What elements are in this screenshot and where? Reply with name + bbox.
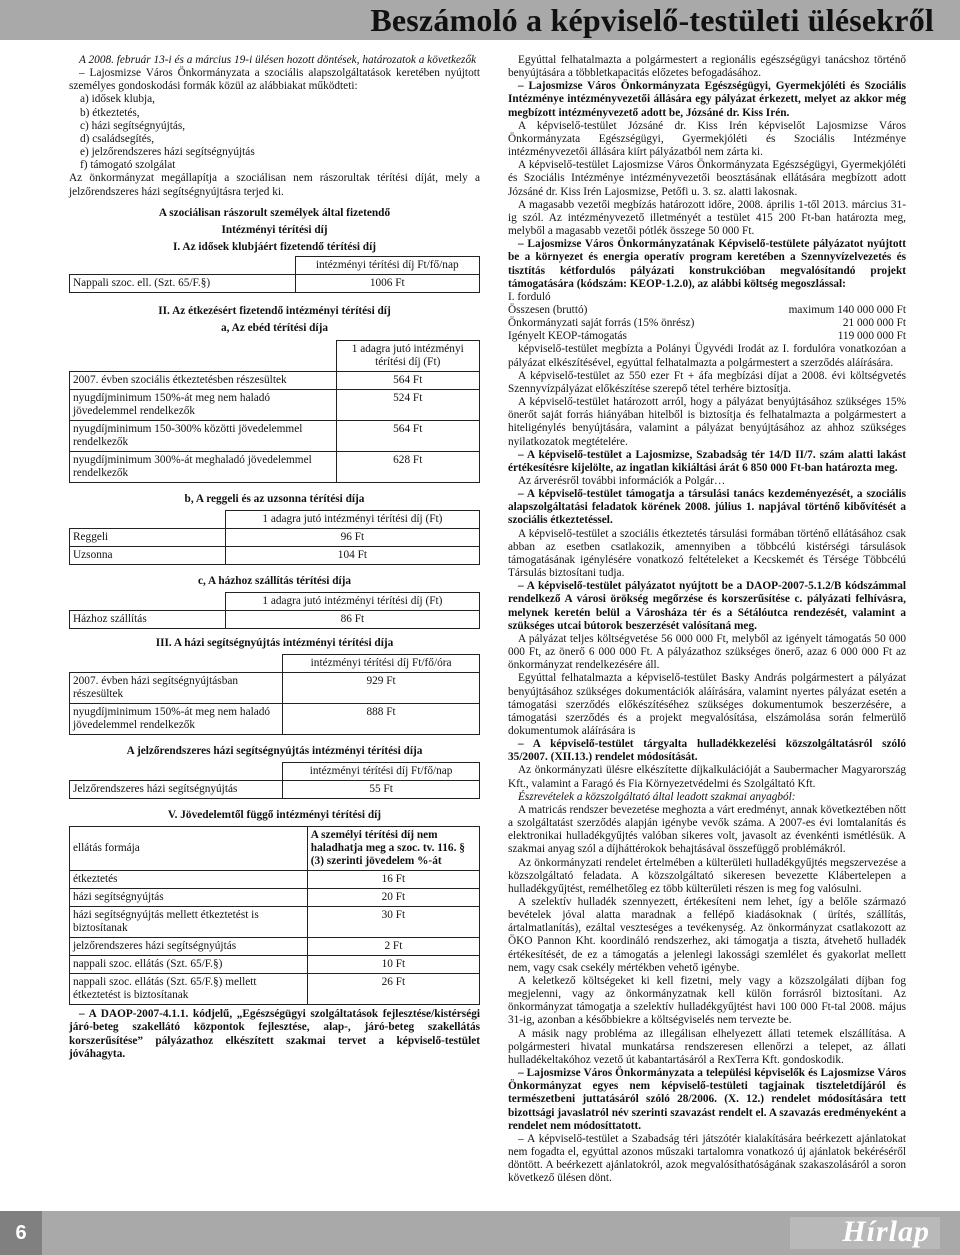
table-cell: 564 Ft — [336, 420, 480, 451]
fee-table-alarm — [69, 762, 480, 799]
table-row — [70, 451, 480, 482]
list-item: f) támogató szolgálat — [80, 159, 176, 172]
table-header: intézményi térítési díj Ft/fő/nap — [283, 763, 480, 781]
money-row — [508, 317, 906, 330]
fee-table-club — [69, 256, 480, 293]
table-cell: 1006 Ft — [295, 275, 480, 293]
table-cell: 20 Ft — [307, 889, 479, 907]
list-item: a) idősek klubja, — [80, 93, 155, 106]
table-row — [70, 827, 480, 871]
table-cell: jelzőrendszeres házi segítségnyújtás — [70, 938, 308, 956]
intro-paragraph: A 2008. február 13-i és a március 19-i ülésen hozott döntések, határozatok a következők — [79, 54, 477, 66]
paragraph: Egyúttal felhatalmazta a polgármestert a regionális egészségügyi tanácshoz történő benyújtására a többletkapacitás előzetes befogadásához. — [508, 54, 906, 80]
left-column — [69, 54, 480, 1061]
table-cell: 30 Ft — [307, 907, 479, 938]
table-cell: étkeztetés — [70, 871, 308, 889]
paragraph: – A képviselő-testület tárgyalta hulladékkezelési közszolgáltatásról szóló 35/2007. (XII.13.) rendelet módosítását. — [508, 738, 906, 764]
table-header: A személyi térítési díj nem haladhatja meg a szoc. tv. 116. § (3) szerinti jövedelem %-át — [307, 827, 479, 871]
table-cell: Reggeli — [70, 528, 226, 546]
table-cell: nyugdíjminimum 150%-át meg nem haladó jövedelemmel rendelkezők — [70, 389, 337, 420]
service-list — [69, 93, 480, 172]
page-number: 6 — [0, 1211, 42, 1255]
paragraph: Az árverésről további információk a Polgár… — [518, 475, 726, 487]
footer-bar — [0, 1211, 960, 1255]
fee-table-delivery — [69, 592, 480, 629]
section-heading: b, A reggeli és az uzsonna térítési díja — [184, 492, 365, 505]
paragraph: – A képviselő-testület a Szabadság téri játszótér kialakítására beérkezett ajánlatokat nem fogadta el, egyúttal azonos műszaki tartalomra vonatkozó új ajánlatok bekéréséről döntött. A beérkezett ajánlatokról, azok megvalósíthatóságának szakaszolásáról a soron következő ülésen dönt. — [508, 1132, 906, 1185]
table-header: intézményi térítési díj Ft/fő/óra — [283, 654, 480, 672]
money-value: 119 000 000 Ft — [837, 330, 906, 343]
section-heading: I. Az idősek klubjáért fizetendő térítési díj — [172, 241, 376, 254]
table-cell: 86 Ft — [225, 610, 479, 628]
paragraph: Az önkormányzati rendelet értelmében a külterületi hulladékgyűjtés megszervezése a közszolgáltató feladata. A közszolgáltató sikeresen bevezette Klábertelepen a hulladékgyűjtést, remélhetőleg ez több külterületi részen is meg fog valósulni. — [508, 856, 906, 895]
paragraph: Egyúttal felhatalmazta a képviselő-testület Basky András polgármestert a pályázat benyújtásához szükséges dokumentációk aláírására, valamint nyertes pályázat esetén a támogatási szerződés előkészítéséhez szükséges dokumentumok beszerzésére, a támogatási szerződés és a projekt megvalósítása, elszámolása során felmerülő dokumentumok aláírására is — [508, 672, 906, 737]
page-title: Beszámoló a képviselő-testületi ülésekről — [370, 2, 934, 38]
paragraph: A másik nagy probléma az illegálisan elhelyezett állati tetemek elszállítása. A polgármesteri hivatal munkatársa rendszeresen ellenőrzi a telepet, az állati hulladékeltakóhoz vezető út kabantartásáról a RexTerra Kft. gondoskodik. — [508, 1027, 906, 1066]
money-label: Igényelt KEOP-támogatás — [508, 330, 627, 343]
paragraph: – A képviselő-testület pályázatot nyújtott be a DAOP-2007-5.1.2/B kódszámmal rendelkező A városi örökség megőrzése és korszerűsítése c. pályázati felhívásra, melynek keretén belül a Városháza tér és a Sétálóutca rendezését, valamint a szükséges utcai bútorok beszerzését valósítaná meg. — [508, 580, 906, 632]
money-row — [508, 330, 906, 343]
table-row — [70, 546, 480, 564]
table-header: 1 adagra jutó intézményi térítési díj (Ft) — [225, 510, 479, 528]
section-heading: a, Az ebéd térítési díja — [221, 322, 328, 335]
table-cell: nyugdíjminimum 150%-át meg nem haladó jövedelemmel rendelkezők — [70, 703, 283, 734]
list-item: c) házi segítségnyújtás, — [80, 119, 186, 132]
section-heading: A szociálisan rászorult személyek által fizetendő — [158, 206, 391, 219]
table-cell: 26 Ft — [307, 974, 479, 1005]
paragraph: képviselő-testület megbízta a Polányi Ügyvédi Irodát az I. fordulóra vonatkozóan a pályázat elkészítésével, egyúttal felhatalmazta a polgármestert a szerződés aláírására. — [508, 343, 906, 369]
paragraph: – Lajosmizse Város Önkormányzata Egészségügyi, Gyermekjóléti és Szociális Intézménye intézményvezetői állására egy pályázat érkezett, melyet az akkor még megbízott intézményvezető adott be, Józsáné dr. Kiss Irén. — [508, 80, 906, 119]
table-cell: Nappali szoc. ell. (Szt. 65/F.§) — [70, 275, 296, 293]
section-heading: Intézményi térítési díj — [221, 223, 328, 236]
paragraph: A pályázat teljes költségvetése 56 000 000 Ft, melyből az igényelt támogatás 50 000 000 Ft, az önerő 6 000 000 Ft. A pályázathoz szükséges önerő, azaz 6 000 000 Ft az önkormányzat rendelkezésére áll. — [508, 632, 906, 672]
table-row — [70, 889, 480, 907]
table-cell: Jelzőrendszeres házi segítségnyújtás — [70, 781, 283, 799]
fee-table-home-help — [69, 654, 480, 735]
table-cell: 2 Ft — [307, 938, 479, 956]
table-cell: 888 Ft — [283, 703, 480, 734]
paragraph: – A képviselő-testület a Lajosmizse, Szabadság tér 14/D II/7. szám alatti lakást értékesítésre kijelölte, az ingatlan kikiáltási árát 6 850 000 Ft-ban határozta meg. — [508, 448, 906, 474]
table-cell: 2007. évben házi segítségnyújtásban részesültek — [70, 672, 283, 703]
money-label: Összesen (bruttó) — [508, 303, 588, 316]
table-cell: Uzsonna — [70, 546, 226, 564]
table-cell: 564 Ft — [336, 371, 480, 389]
section-heading: A jelzőrendszeres házi segítségnyújtás intézményi térítési díja — [126, 744, 423, 757]
table-cell: 104 Ft — [225, 546, 479, 564]
right-column — [508, 54, 906, 1185]
section-heading: III. A házi segítségnyújtás intézményi térítési díja — [155, 636, 394, 649]
table-header: intézményi térítési díj Ft/fő/nap — [295, 257, 480, 275]
table-row — [70, 956, 480, 974]
money-value: maximum 140 000 000 Ft — [788, 303, 906, 316]
table-cell: nyugdíjminimum 300%-át meghaladó jövedelemmel rendelkezők — [70, 451, 337, 482]
list-item: e) jelzőrendszeres házi segítségnyújtás — [80, 146, 255, 159]
paragraph: A magasabb vezetői megbízás határozott időre, 2008. április 1-től 2013. március 31-ig szól. Az intézményvezető illetményét a testület 415 200 Ft-ban határozta meg, melyből a magasabb vezetői pótlék összege 50 000 Ft. — [508, 198, 906, 238]
list-item: d) családsegítés, — [80, 132, 155, 145]
paragraph: – Lajosmizse Város Önkormányzata a szociális alapszolgáltatások keretében nyújtott személyes gondoskodási formák közül az alábbiakat működteti: — [69, 67, 480, 93]
table-row — [70, 420, 480, 451]
paragraph: A képviselő-testület Lajosmizse Város Önkormányzata Egészségügyi, Gyermekjóléti és Szociális Intézménye intézményvezetői beosztásának ellátására megbízott adott Józsáné dr. Kiss Irén Lajosmizse, Petőfi u. 3. sz. alatti lakosnak. — [508, 159, 906, 198]
paragraph: A képviselő-testület az 550 ezer Ft + áfa megbízási díjat a 2008. évi költségvetés Szennyvízpályázat előkészítése szerepő tétel terhére biztosítja. — [508, 369, 906, 395]
table-row — [70, 938, 480, 956]
paragraph: A szelektív hulladék szennyezett, értékesíteni nem lehet, így a belőle származó bevételek jóval alatta maradnak a fellépő kiadásoknak ( ürítés, szállítás, ártalmatlanítás), ezáltal veszteséges a tevékenység. Az önkormányzat csatlakozott az ÖKO Pannon Kht. koordináló rendszerhez, aki támogatja a tiszta, átvehető hulladék értékesítését, de ez a támogatás a jelenlegi lakossági szemlélet és gyakorlat mellett nem, vagy csak csekély mértékben vehető igénybe. — [508, 896, 906, 974]
table-cell: 55 Ft — [283, 781, 480, 799]
table-cell: nappali szoc. ellátás (Szt. 65/F.§) — [70, 956, 308, 974]
paragraph: A matricás rendszer bevezetése meghozta a várt eredményt, annak következtében nőtt a szolgáltatást szerződés alapján igénybe vevők száma. A 2007-es évi lomtalanítás és elektronikai hulladékgyűjtés valóban sikeres volt, javasolt az évenkénti ismétlésük. A szakmai anyag szól a díjháttérokok behajtásával összefüggő problémákról. — [508, 803, 906, 856]
table-row — [70, 703, 480, 734]
money-label: Önkormányzati saját forrás (15% önrész) — [508, 317, 695, 330]
fee-table-breakfast — [69, 510, 480, 565]
money-value: 21 000 000 Ft — [842, 317, 906, 330]
table-row — [70, 871, 480, 889]
paragraph: A képviselő-testület a szociális étkeztetés társulási formában történő ellátásához csak abban az esetben csatlakozik, amennyiben a többcélú kistérségi társulások támogatásának igénylésére vonatkozó feltételeket a Kecskemét és Térsége Többcélú Társulás biztosítani tudja. — [508, 527, 906, 580]
newspaper-logo: Hírlap — [842, 1215, 930, 1248]
table-row — [70, 974, 480, 1005]
list-item: b) étkeztetés, — [80, 106, 140, 119]
paragraph: – A képviselő-testület támogatja a társulási tanács kezdeményezését, a szociális alapszolgáltatási feladatok körének 2008. július 1. napjával történő kibővítését a szociális étkeztetéssel. — [508, 488, 906, 527]
table-header: 1 adagra jutó intézményi térítési díj (Ft) — [225, 592, 479, 610]
table-header: 1 adagra jutó intézményi térítési díj (Ft) — [336, 340, 480, 371]
table-row — [70, 610, 480, 628]
table-cell: 16 Ft — [307, 871, 479, 889]
section-heading: c, A házhoz szállítás térítési díja — [197, 574, 352, 587]
paragraph: – Lajosmizse Város Önkormányzata a települési képviselők és Lajosmizse Város Önkormányzat egyes nem képviselő-testületi tagjainak tiszteletdíjáról és természetbeni juttatásáról szóló 28/2006. (X. 12.) rendelet módosítására tett bizottsági javaslatról név szerinti szavazást rendelt el. A szavazás eredményeként a rendelet nem módosíttatott. — [508, 1067, 906, 1132]
fee-table-lunch — [69, 340, 480, 483]
table-cell: házi segítségnyújtás mellett étkeztetést is biztosítanak — [70, 907, 308, 938]
paragraph: – A DAOP-2007-4.1.1. kódjelű, „Egészségügyi szolgáltatások fejlesztése/kistérségi járó-beteg szakellátó központok fejlesztése, alap-, járó-beteg szakellátás korszerűsítése” pályázathoz elkészített szakmai tervet a képviselő-testület jóváhagyta. — [69, 1008, 480, 1060]
table-cell: 96 Ft — [225, 528, 479, 546]
section-heading: II. Az étkezésért fizetendő intézményi térítési díj — [158, 305, 391, 318]
paragraph: A keletkező költségeket ki kell fizetni, mely vagy a közszolgálati díjban fog megjelenni, vagy az önkormányzatnak kell külön forrásról biztosítani. Az önkormányzat támogatja a szelektív hulladékgyűjtést havi 100 000 Ft-tal 2008. május 31-ig, azonban a későbbiekre a költségviselés nem tervezte be. — [508, 974, 906, 1027]
paragraph: Észrevételek a közszolgáltató által leadott szakmai anyagból: — [518, 790, 796, 803]
paragraph: – Lajosmizse Város Önkormányzatának Képviselő-testülete pályázatot nyújtott be a környezet és energia operatív program keretében a Szennyvízelvezetés és tisztítás kétfordulós pályázati konstrukcióban megvalósítandó projekt támogatására (kódszám: KEOP-1.2.0), az alábbi költség megoszlással: — [508, 238, 906, 290]
paragraph: A képviselő-testület Józsáné dr. Kiss Irén képviselőt Lajosmizse Város Önkormányzata Egészségügyi, Gyermekjóléti és Szociális Intézménye intézményvezetői állására kiírt pályázatból nem zárta ki. — [508, 119, 906, 159]
table-row — [70, 907, 480, 938]
money-title: I. forduló — [508, 290, 551, 303]
table-header: ellátás formája — [70, 827, 308, 871]
table-row — [70, 371, 480, 389]
paragraph: Az önkormányzat megállapítja a szociálisan nem rászorultak térítési díját, mely a jelzőrendszeres házi segítségnyújtásra terjed ki. — [69, 172, 480, 198]
table-cell: nyugdíjminimum 150-300% közötti jövedelemmel rendelkezők — [70, 420, 337, 451]
table-cell: házi segítségnyújtás — [70, 889, 308, 907]
table-row — [70, 528, 480, 546]
table-row — [70, 781, 480, 799]
table-cell: 2007. évben szociális étkeztetésben részesültek — [70, 371, 337, 389]
table-cell: nappali szoc. ellátás (Szt. 65/F.§) mellett étkeztetést is biztosítanak — [70, 974, 308, 1005]
table-cell: 929 Ft — [283, 672, 480, 703]
table-cell: Házhoz szállítás — [70, 610, 226, 628]
paragraph: Az önkormányzati ülésre elkészítette díjkalkulációját a Saubermacher Magyarország Kft., valamint a Faragó és Fia Környezetvédelmi és Szolgáltató Kft. — [508, 764, 906, 790]
fee-table-income — [69, 826, 480, 1005]
money-row — [508, 304, 906, 317]
table-row — [70, 672, 480, 703]
table-cell: 524 Ft — [336, 389, 480, 420]
section-heading: V. Jövedelemtől függő intézményi térítési díj — [167, 809, 382, 822]
table-cell: 10 Ft — [307, 956, 479, 974]
table-row — [70, 389, 480, 420]
paragraph: A képviselő-testület határozott arról, hogy a pályázat benyújtásához szükséges 15% önerőt saját forrás hiányában hitelből is biztosítja és felhatalmazta a polgármestert a hiteligénylés benyújtására, valamint a pályázat benyújtásához az ahhoz szükséges nyilatkozatok megtételére. — [508, 396, 906, 448]
table-cell: 628 Ft — [336, 451, 480, 482]
